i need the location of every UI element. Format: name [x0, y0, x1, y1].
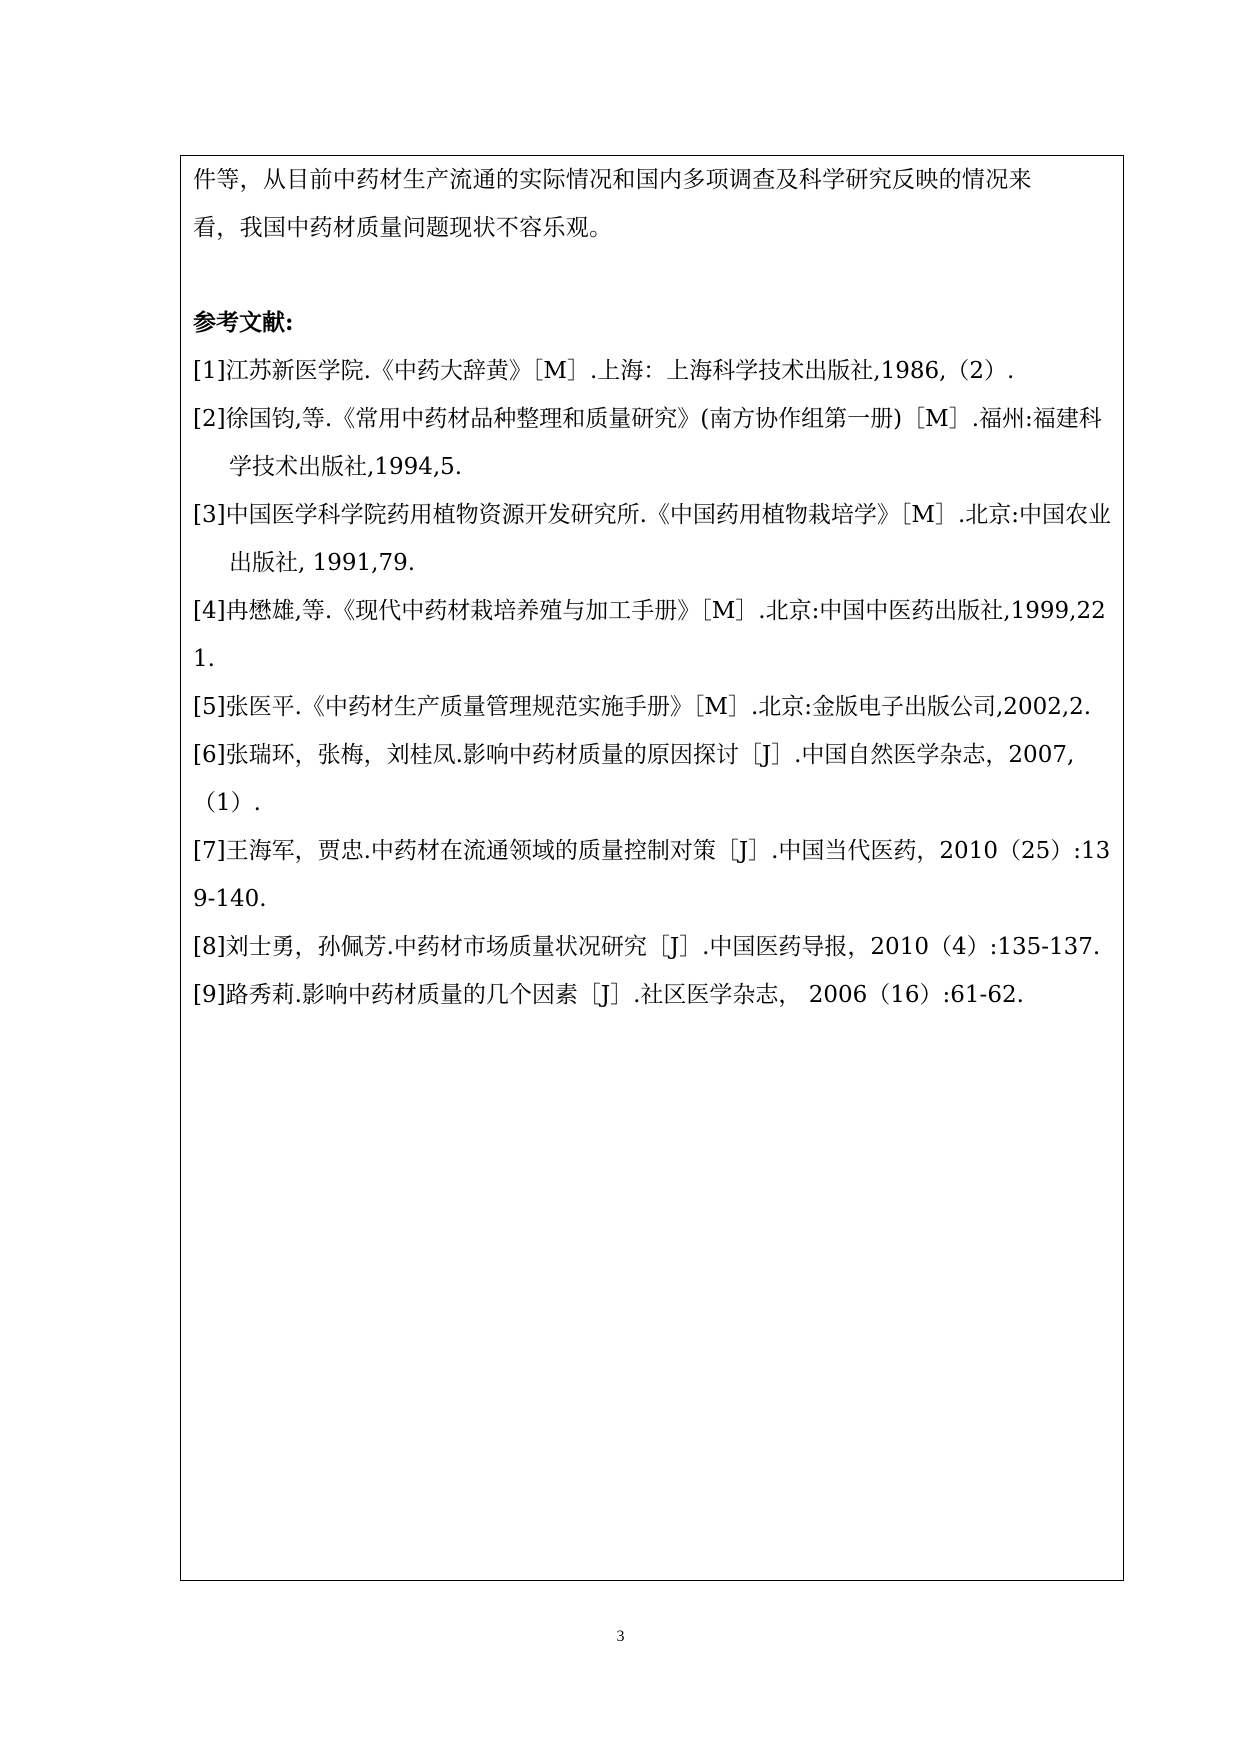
body-line: 件等，从目前中药材生产流通的实际情况和国内多项调查及科学研究反映的情况来 — [193, 167, 1032, 193]
reference-item: [6]张瑞环，张梅，刘桂凤.影响中药材质量的原因探讨［J］.中国自然医学杂志，2007,（1）. — [193, 742, 1075, 816]
content-frame — [180, 155, 1124, 1581]
reference-item: [3]中国医学科学院药用植物资源开发研究所.《中国药用植物栽培学》［M］.北京:中国农业出版社, 1991,79. — [193, 502, 1112, 576]
reference-item: [8]刘士勇，孙佩芳.中药材市场质量状况研究［J］.中国医药导报，2010（4）:135-137. — [193, 934, 1101, 960]
reference-list — [193, 347, 1115, 1019]
reference-item: [4]冉懋雄,等.《现代中药材栽培养殖与加工手册》［M］.北京:中国中医药出版社,1999,221. — [193, 598, 1106, 672]
body-paragraph — [193, 156, 1113, 252]
reference-item: [5]张医平.《中药材生产质量管理规范实施手册》［M］.北京:金版电子出版公司,2002,2. — [193, 694, 1092, 720]
reference-item: [7]王海军，贾忠.中药材在流通领域的质量控制对策［J］.中国当代医药，2010（25）:139-140. — [193, 838, 1111, 912]
page-number: 3 — [616, 1628, 625, 1645]
reference-item: [1]江苏新医学院.《中药大辞黄》［M］.上海：上海科学技术出版社,1986,（2）. — [193, 358, 1015, 384]
reference-item: [9]路秀莉.影响中药材质量的几个因素［J］.社区医学杂志， 2006（16）:61-62. — [193, 982, 1024, 1008]
reference-item: [2]徐国钧,等.《常用中药材品种整理和质量研究》(南方协作组第一册)［M］.福州:福建科学技术出版社,1994,5. — [193, 406, 1102, 480]
body-line: 看，我国中药材质量问题现状不容乐观。 — [193, 215, 613, 241]
references-heading: 参考文献: — [193, 309, 294, 336]
